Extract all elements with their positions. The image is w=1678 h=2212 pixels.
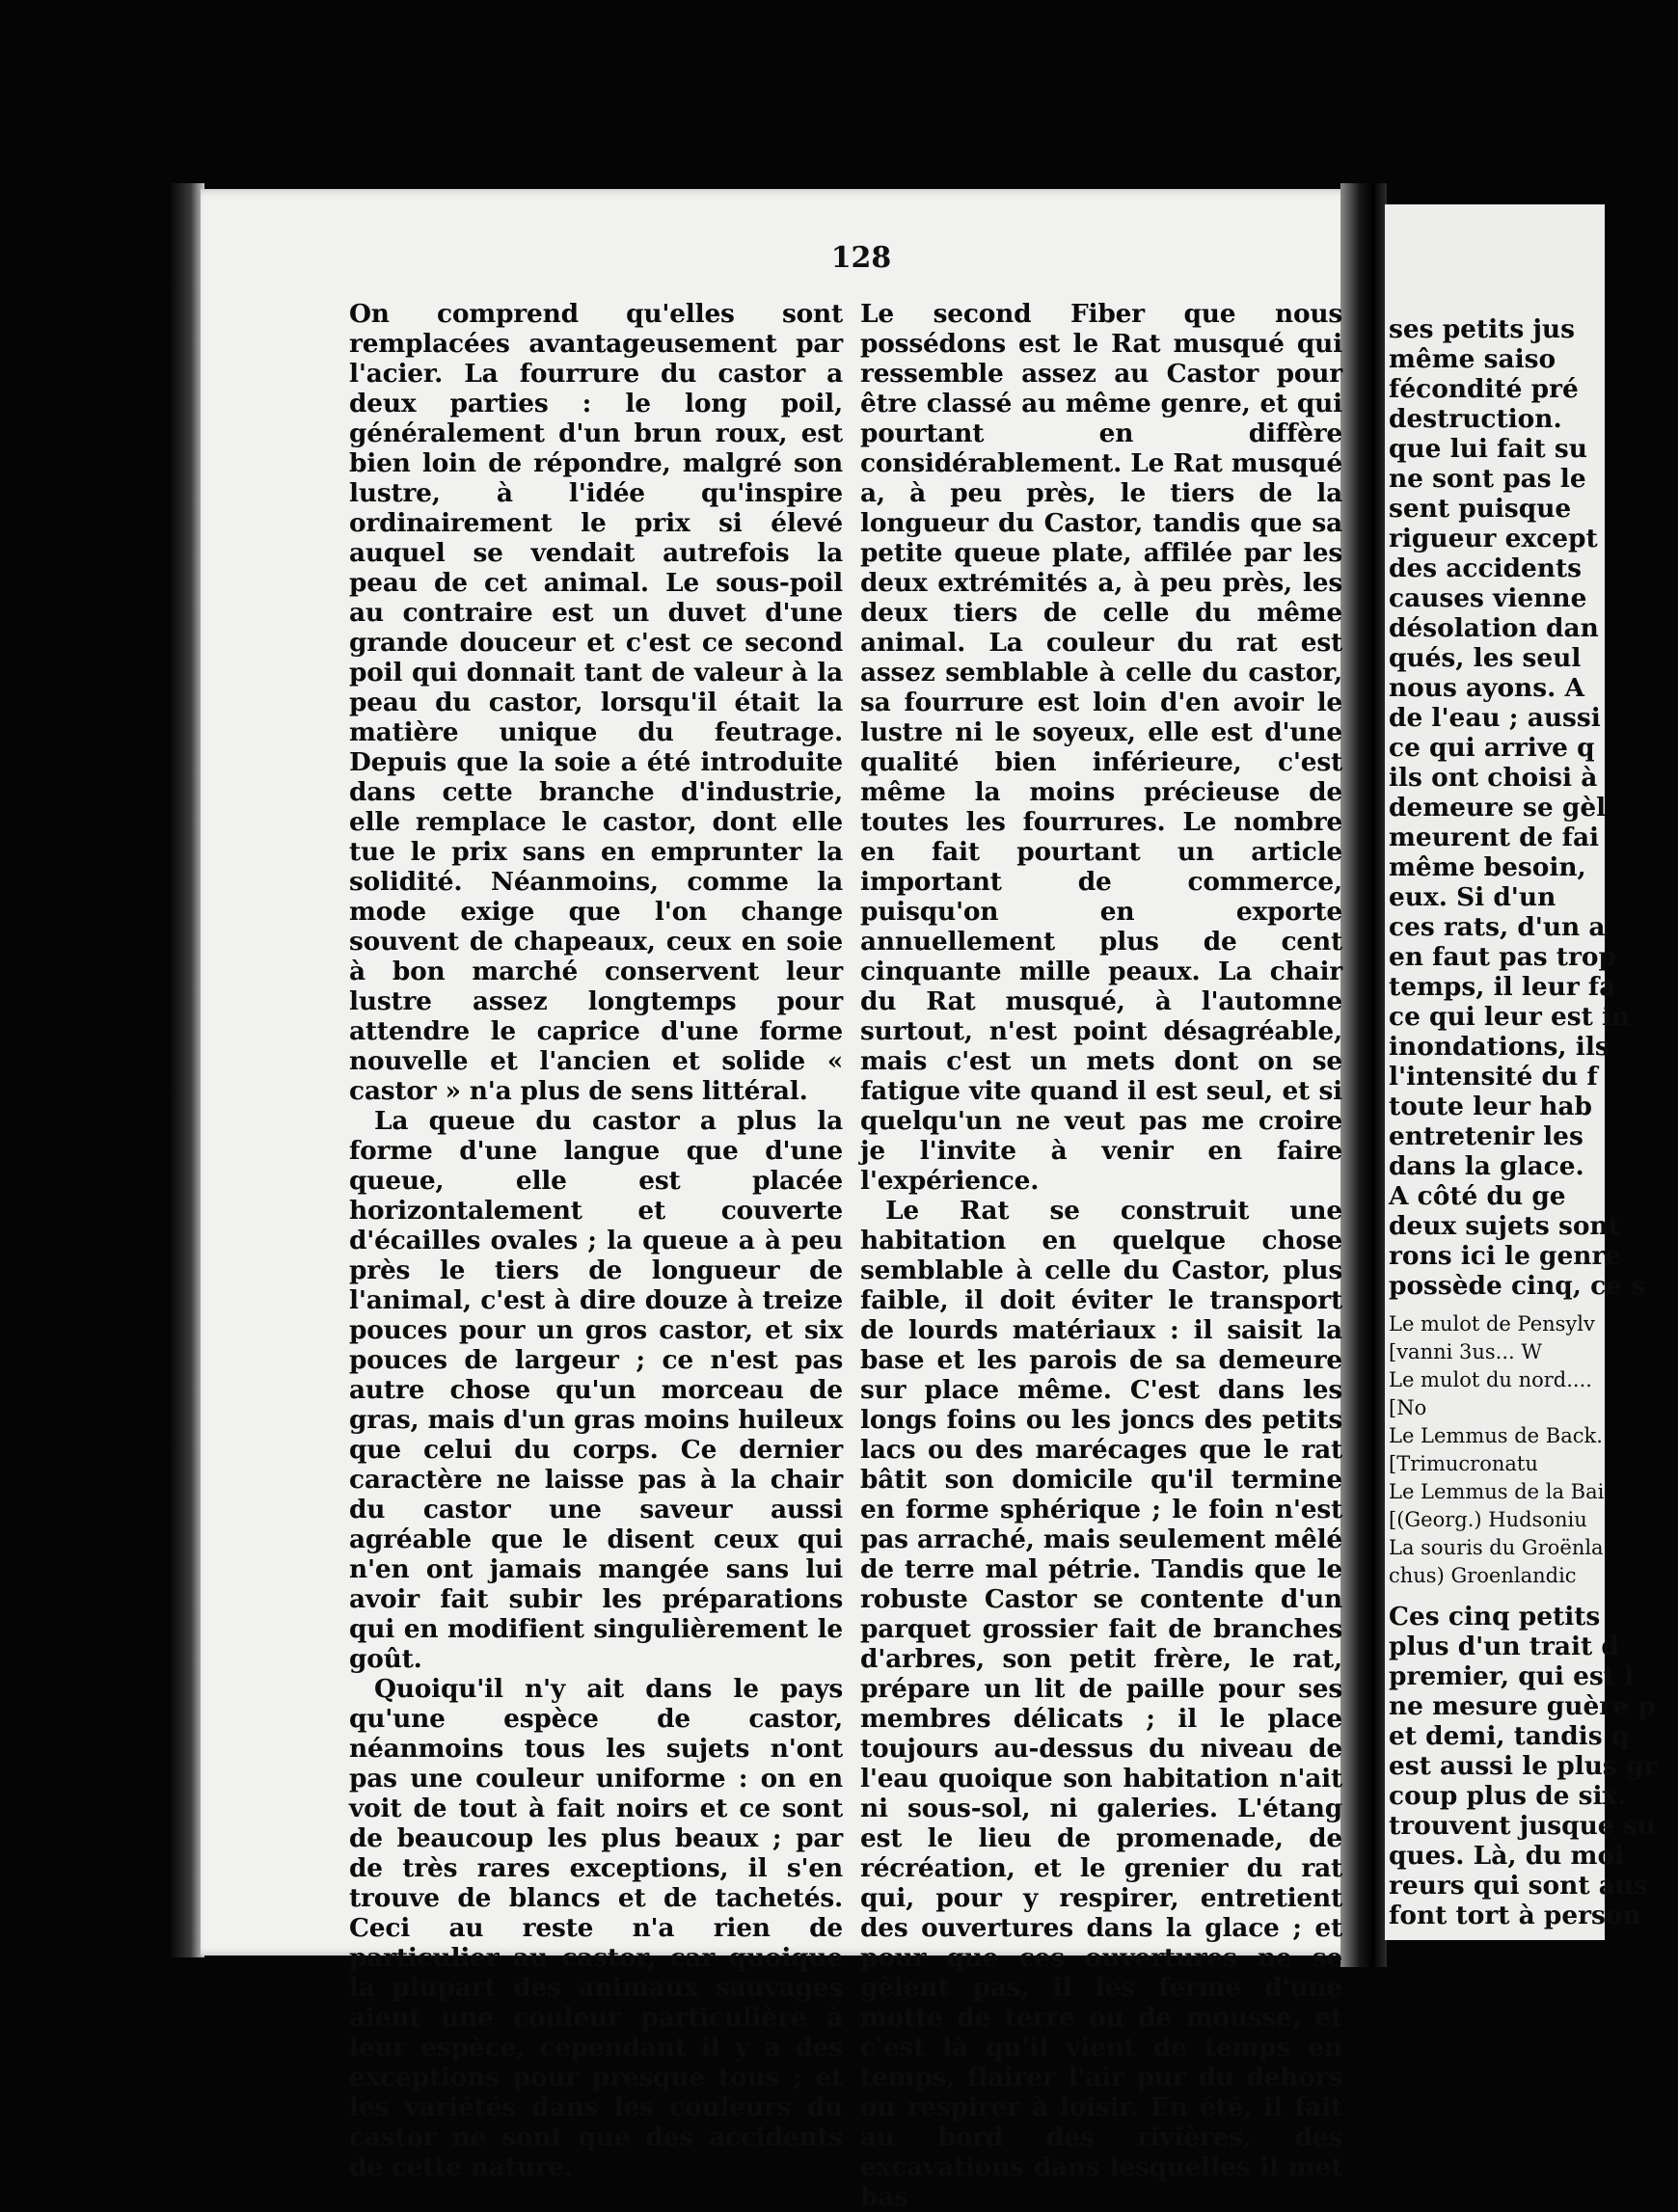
text-line: fécondité pré [1389, 374, 1579, 404]
species-line: Le mulot de Pensylv [1389, 1312, 1595, 1335]
text-line: même besoin, [1389, 852, 1586, 882]
text-line: en faut pas trop [1389, 942, 1616, 972]
text-line: que lui fait su [1389, 434, 1587, 464]
text-line: ne mesure guère p [1389, 1691, 1656, 1721]
species-line: Le Lemmus de la Bai [1389, 1480, 1605, 1503]
text-line: ces rats, d'un a [1389, 912, 1606, 942]
text-line: A côté du ge [1389, 1181, 1566, 1211]
text-line: des accidents [1389, 553, 1583, 583]
right-column-lines-after [1389, 1602, 1678, 1930]
text-line: ce qui leur est in [1389, 1002, 1631, 1032]
book-gutter [1340, 183, 1387, 1967]
right-text-column [1389, 314, 1678, 1930]
species-line: Le mulot du nord.... [1389, 1368, 1592, 1391]
text-line: désolation dan [1389, 613, 1599, 643]
text-line: trouvent jusque su [1389, 1811, 1656, 1841]
text-line: meurent de fai [1389, 823, 1600, 852]
text-line: causes vienne [1389, 583, 1587, 613]
paragraph: Le second Fiber que nous possédons est le Rat musqué qui ressemble assez au Castor pour être classé au même genre, et qui pourtant en diffère considérablement. Le Rat musqué a, à peu près, le tiers de la longueur du Castor, tandis que sa petite queue plate, affilée par les deux extrémités a, à peu près, les deux tiers de celle du même animal. La couleur du rat est assez semblable à celle du castor, sa fourrure est loin d'en avoir le lustre ni le soyeux, elle est d'une qualité bien inférieure, c'est même la moins précieuse de toutes les fourrures. Le nombre en fait pourtant un article important de commerce, puisqu'on en exporte annuellement plus de cent cinquante mille peaux. La chair du Rat musqué, à l'automne surtout, n'est point désagréable, mais c'est un mets dont on se fatigue vite quand il est seul, et si quelqu'un ne veut pas me croire je l'invite à venir en faire l'expérience. [860, 299, 1342, 1196]
text-line: Ces cinq petits [1389, 1602, 1601, 1632]
species-line: Le Lemmus de Back. [1389, 1424, 1603, 1447]
text-line: sent puisque [1389, 494, 1572, 524]
text-line: dans la glace. [1389, 1151, 1584, 1181]
text-line: ils ont choisi à [1389, 763, 1598, 793]
text-line: et demi, tandis q [1389, 1721, 1630, 1751]
text-line: même saiso [1389, 344, 1556, 374]
text-line: possède cinq, ce s [1389, 1271, 1646, 1301]
text-line: nous ayons. A [1389, 673, 1584, 703]
text-line: premier, qui est l [1389, 1661, 1635, 1691]
species-line: La souris du Groënla [1389, 1536, 1604, 1559]
text-line: ne sont pas le [1389, 464, 1586, 494]
text-line: font tort à person [1389, 1901, 1641, 1930]
species-line: [(Georg.) Hudsoniu [1389, 1508, 1587, 1531]
text-line: rigueur except [1389, 524, 1598, 553]
species-line: [Trimucronatu [1389, 1452, 1538, 1475]
text-line: qués, les seul [1389, 643, 1582, 673]
text-line: ques. Là, du moi [1389, 1841, 1625, 1871]
left-page-edge [170, 183, 204, 1957]
text-line: ses petits jus [1389, 314, 1575, 344]
paragraph: La queue du castor a plus la forme d'une langue que d'une queue, elle est placée horizontalement et couverte d'écailles ovales ; la queue a à peu près le tiers de longueur de l'animal, c'est à dire douze à treize pouces pour un gros castor, et six pouces de largeur ; ce n'est pas autre chose qu'un morceau de gras, mais d'un gras moins huileux que celui du corps. Ce dernier caractère ne laisse pas à la chair du castor une saveur aussi agréable que le disent ceux qui n'en ont jamais mangée sans lui avoir fait subir les préparations qui en modifient singulièrement le goût. [349, 1106, 843, 1674]
text-line: l'intensité du f [1389, 1062, 1598, 1092]
text-line: demeure se gèl [1389, 793, 1607, 823]
text-line: de l'eau ; aussi [1389, 703, 1601, 733]
page-number: 128 [830, 241, 892, 275]
species-line: chus) Groenlandic [1389, 1564, 1577, 1587]
text-line: ce qui arrive q [1389, 733, 1595, 763]
text-line: plus d'un trait d [1389, 1632, 1619, 1661]
species-list [1389, 1310, 1678, 1590]
text-line: entretenir les [1389, 1121, 1583, 1151]
text-line: coup plus de six. [1389, 1781, 1627, 1811]
species-line: [vanni 3us... W [1389, 1340, 1542, 1363]
text-line: est aussi le plus gr [1389, 1751, 1658, 1781]
text-line: eux. Si d'un [1389, 882, 1556, 912]
text-line: temps, il leur fa [1389, 972, 1616, 1002]
left-text-column [349, 299, 843, 2182]
species-line: [No [1389, 1396, 1427, 1419]
text-line: rons ici le genre [1389, 1241, 1622, 1271]
text-line: reurs qui sont aus [1389, 1871, 1648, 1901]
middle-text-column [860, 299, 1342, 2212]
paragraph: Quoiqu'il n'y ait dans le pays qu'une espèce de castor, néanmoins tous les sujets n'ont pas une couleur uniforme : on en voit de tout à fait noirs et ce sont de beaucoup les plus beaux ; par de très rares exceptions, il s'en trouve de blancs et de tachetés. Ceci au reste n'a rien de particulier au castor, car quoique la plupart des animaux sauvages aient une couleur particulière à leur espèce, cependant il y a des exceptions pour presque tous ; et les variétés dans les couleurs du castor ne sont que des accidents de cette nature. [349, 1674, 843, 2182]
paragraph: On comprend qu'elles sont remplacées avantageusement par l'acier. La fourrure du castor a deux parties : le long poil, généralement d'un brun roux, est bien loin de répondre, malgré son lustre, à l'idée qu'inspire ordinairement le prix si élevé auquel se vendait autrefois la peau de cet animal. Le sous-poil au contraire est un duvet d'une grande douceur et c'est ce second poil qui donnait tant de valeur à la peau du castor, lorsqu'il était la matière unique du feutrage. Depuis que la soie a été introduite dans cette branche d'industrie, elle remplace le castor, dont elle tue le prix sans en emprunter la solidité. Néanmoins, comme la mode exige que l'on change souvent de chapeaux, ceux en soie à bon marché conservent leur lustre assez longtemps pour attendre le caprice d'une forme nouvelle et l'ancien et solide « castor » n'a plus de sens littéral. [349, 299, 843, 1106]
text-line: destruction. [1389, 404, 1562, 434]
text-line: inondations, ils [1389, 1032, 1610, 1062]
paragraph: Le Rat se construit une habitation en quelque chose semblable à celle du Castor, plus faible, il doit éviter le transport de lourds matériaux : il saisit la base et les parois de sa demeure sur place même. C'est dans les longs foins ou les joncs des petits lacs ou des marécages que le rat bâtit son domicile qu'il termine en forme sphérique ; le foin n'est pas arraché, mais seulement mêlé de terre mal pétrie. Tandis que le robuste Castor se contente d'un parquet grossier fait de branches d'arbres, son petit frère, le rat, prépare un lit de paille pour ses membres délicats ; il le place toujours au-dessus du niveau de l'eau quoique son habitation n'ait ni sous-sol, ni galeries. L'étang est le lieu de promenade, de récréation, et le grenier du rat qui, pour y respirer, entretient des ouvertures dans la glace ; et pour que ces ouvertures ne se gèlent pas, il les ferme d'une motte de terre ou de mousse, et c'est là qu'il vient de temps en temps, flairer l'air pur du dehors ou respirer à loisir. En été, il fait au bord des rivières, des excavations dans lesquelles il met bas [860, 1196, 1342, 2212]
right-column-lines [1389, 314, 1678, 1301]
text-line: deux sujets sont [1389, 1211, 1620, 1241]
text-line: toute leur hab [1389, 1092, 1592, 1121]
